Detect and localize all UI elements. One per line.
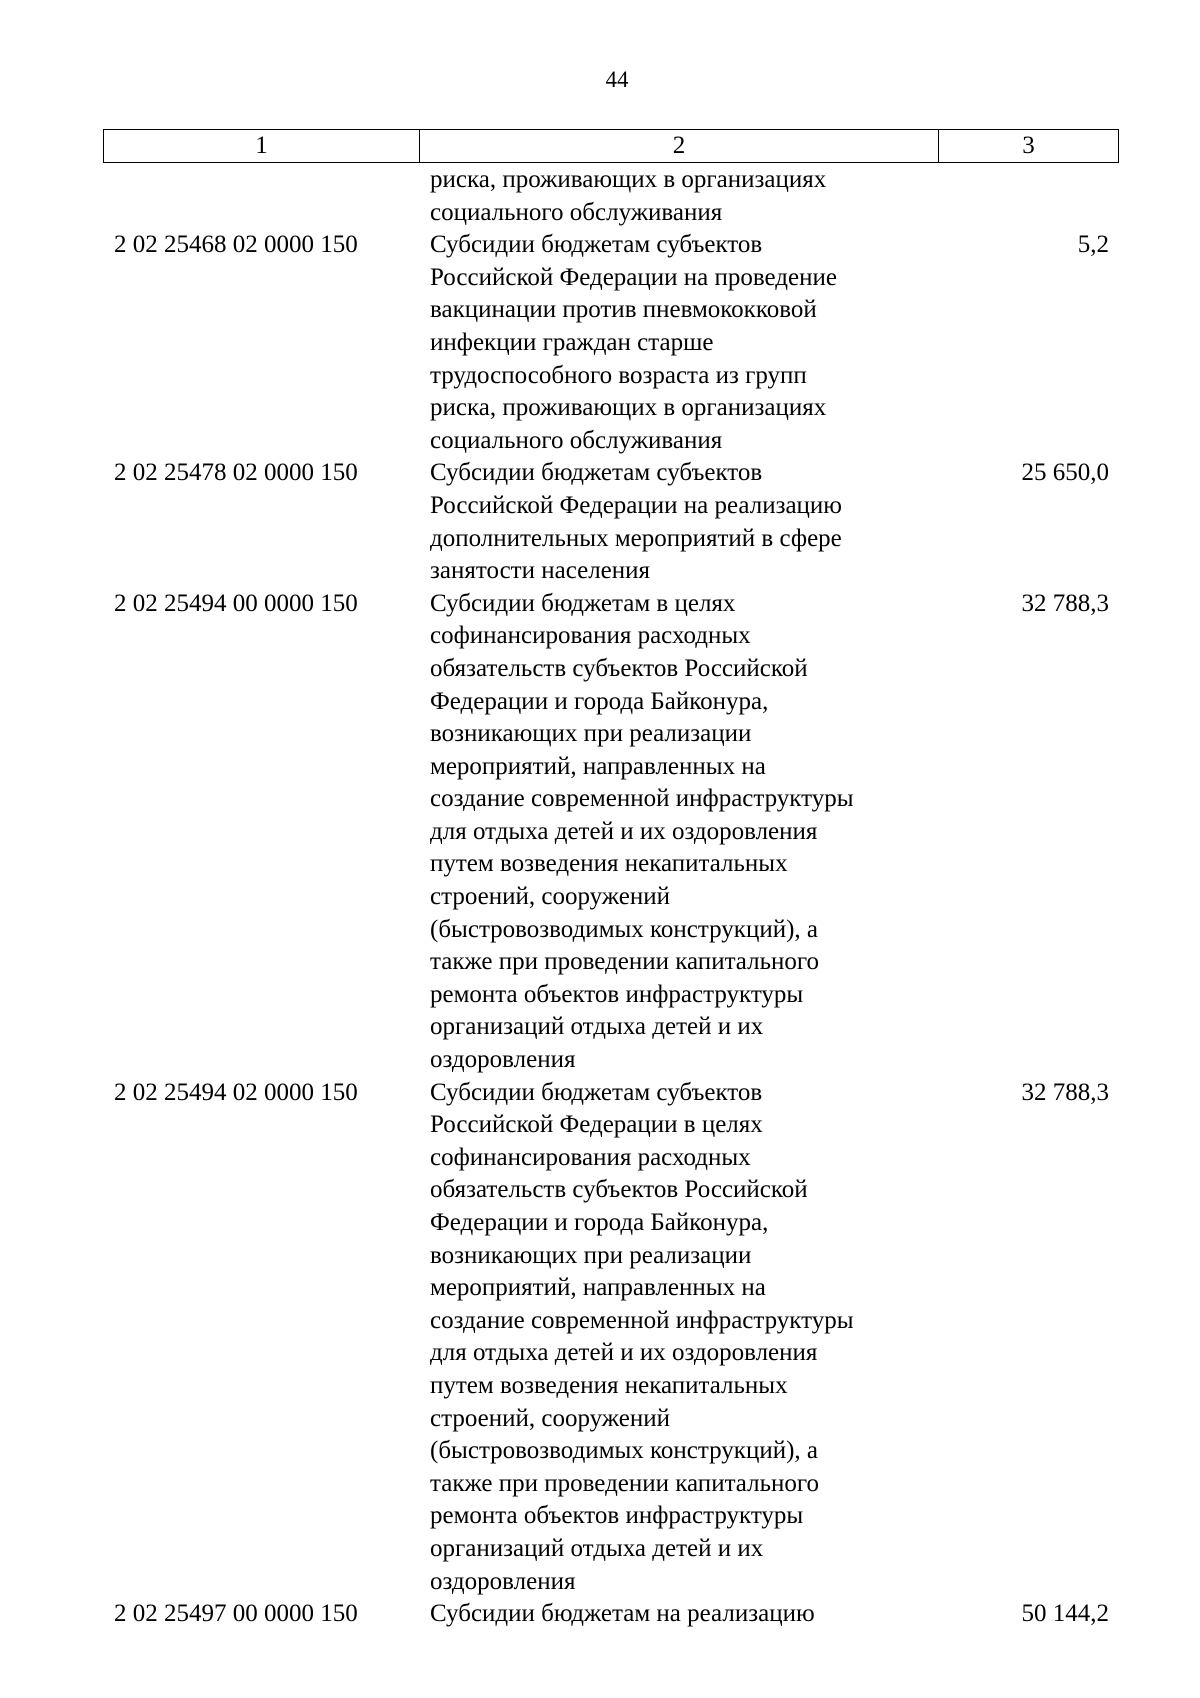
description-line: путем возведения некапитальных: [430, 1371, 788, 1399]
table-header: [103, 129, 1119, 163]
description-line: Федерации и города Байконура,: [430, 687, 769, 715]
budget-code: 2 02 25497 00 0000 150: [114, 1600, 358, 1628]
budget-code: 2 02 25494 02 0000 150: [114, 1078, 358, 1106]
budget-code: 2 02 25478 02 0000 150: [114, 459, 358, 487]
table-row: [103, 588, 1119, 1077]
description-line: обязательств субъектов Российской: [430, 1176, 808, 1204]
income-description: [419, 588, 938, 1077]
column-header-2: 2: [420, 130, 939, 162]
description-line: возникающих при реализации: [430, 1241, 752, 1269]
description-line: социального обслуживания: [430, 426, 723, 454]
description-line: Российской Федерации в целях: [430, 1111, 763, 1139]
description-line: обязательств субъектов Российской: [430, 654, 808, 682]
description-line: дополнительных мероприятий в сфере: [430, 524, 842, 552]
description-line: оздоровления: [430, 1567, 576, 1595]
income-description: [419, 457, 938, 587]
description-line: строений, сооружений: [430, 1404, 670, 1432]
table-body: [103, 164, 1119, 1631]
description-line: софинансирования расходных: [430, 622, 751, 650]
table-row: [103, 1598, 1119, 1631]
description-line: оздоровления: [430, 1046, 576, 1074]
description-line: возникающих при реализации: [430, 720, 752, 748]
column-header-1: 1: [104, 130, 420, 162]
table-row: [103, 229, 1119, 457]
budget-code: 2 02 25494 00 0000 150: [114, 589, 358, 617]
description-line: риска, проживающих в организациях: [430, 166, 827, 193]
description-line: также при проведении капитального: [430, 1469, 820, 1497]
description-line: Федерации и города Байконура,: [430, 1209, 769, 1236]
description-line: Субсидии бюджетам в целях: [430, 589, 736, 617]
amount: 32 788,3: [1021, 1078, 1109, 1106]
income-description: [419, 164, 938, 229]
amount: 5,2: [1077, 231, 1109, 259]
income-description: [419, 1598, 938, 1631]
income-description: [419, 229, 938, 457]
description-line: занятости населения: [430, 557, 651, 585]
description-line: создание современной инфраструктуры: [430, 1306, 854, 1334]
column-header-3: 3: [1022, 132, 1035, 159]
description-line: Субсидии бюджетам субъектов: [430, 231, 763, 259]
description-line: для отдыха детей и их оздоровления: [430, 817, 818, 845]
description-line: ремонта объектов инфраструктуры: [430, 1502, 804, 1530]
description-line: для отдыха детей и их оздоровления: [430, 1339, 818, 1367]
description-line: мероприятий, направленных на: [430, 1274, 766, 1302]
description-line: трудоспособного возраста из групп: [430, 361, 807, 389]
description-line: мероприятий, направленных на: [430, 752, 766, 780]
description-line: строений, сооружений: [430, 883, 670, 911]
description-line: вакцинации против пневмококковой: [430, 296, 817, 324]
table-row: [103, 164, 1119, 229]
description-line: Субсидии бюджетам субъектов: [430, 459, 763, 487]
description-line: Российской Федерации на проведение: [430, 263, 837, 291]
amount: 50 144,2: [1021, 1600, 1109, 1628]
description-line: Субсидии бюджетам на реализацию: [430, 1600, 815, 1628]
description-line: также при проведении капитального: [430, 948, 820, 976]
description-line: (быстровозводимых конструкций), а: [430, 1437, 819, 1465]
description-line: инфекции граждан старше: [430, 328, 714, 356]
income-description: [419, 1077, 938, 1599]
budget-code: 2 02 25468 02 0000 150: [114, 231, 358, 259]
description-line: риска, проживающих в организациях: [430, 394, 827, 422]
description-line: Российской Федерации на реализацию: [430, 491, 842, 519]
table-row: [103, 457, 1119, 587]
table-row: [103, 1077, 1119, 1599]
amount: 25 650,0: [1021, 459, 1109, 487]
description-line: социального обслуживания: [430, 198, 723, 226]
page-number: 44: [605, 67, 629, 92]
description-line: Субсидии бюджетам субъектов: [430, 1078, 763, 1106]
description-line: софинансирования расходных: [430, 1143, 751, 1171]
description-line: (быстровозводимых конструкций), а: [430, 915, 819, 943]
description-line: создание современной инфраструктуры: [430, 785, 854, 813]
description-line: ремонта объектов инфраструктуры: [430, 980, 804, 1008]
description-line: организаций отдыха детей и их: [430, 1534, 764, 1562]
description-line: путем возведения некапитальных: [430, 850, 788, 878]
description-line: организаций отдыха детей и их: [430, 1013, 764, 1041]
amount: 32 788,3: [1021, 589, 1109, 617]
